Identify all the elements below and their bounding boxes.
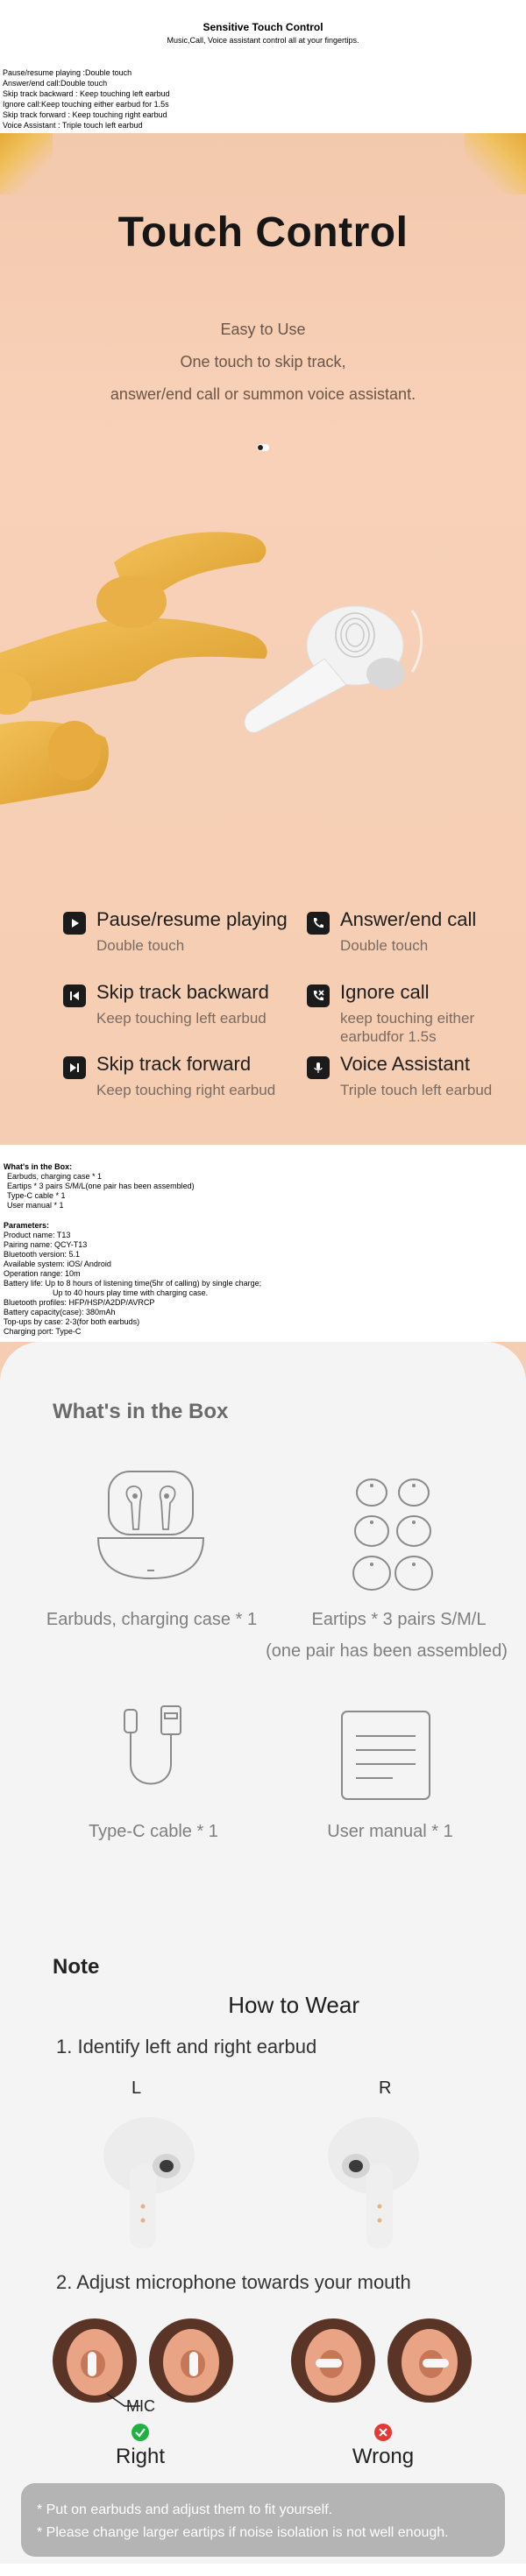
how-to-wear-panel: [0, 2068, 526, 2564]
eartips-label-note: (one pair has been assembled): [266, 1641, 508, 1661]
case-label: Earbuds, charging case * 1: [46, 1610, 258, 1629]
params-heading: Parameters:: [4, 1221, 50, 1230]
header: [0, 0, 526, 45]
phone-icon: [307, 912, 330, 935]
desc-line: One touch to skip track,: [180, 353, 346, 371]
desc-line: answer/end call or summon voice assistant.: [110, 385, 416, 403]
right-label: R: [379, 2078, 392, 2098]
param-line: Up to 40 hours play time with charging case.: [53, 1288, 209, 1297]
param-line: Product name: T13: [4, 1231, 71, 1239]
param-line: Top-ups by case: 2-3(for both earbuds): [4, 1317, 140, 1326]
step-1-label: 1. Identify left and right earbud: [56, 2036, 317, 2057]
list-item: Answer/end call:Double touch: [3, 79, 108, 88]
feature-sub: Keep touching left earbud: [96, 1010, 267, 1027]
feature-title: Voice Assistant: [340, 1053, 470, 1075]
skip-back-icon: [63, 985, 86, 1007]
feature-title: Pause/resume playing: [96, 908, 288, 930]
how-to-wear-title: How to Wear: [228, 1992, 359, 2018]
charging-case-illustration: [95, 1468, 207, 1582]
box-and-params-text: [0, 1145, 526, 1337]
feature-title: Skip track backward: [96, 981, 269, 1003]
wrong-result-label: Wrong: [352, 2445, 415, 2468]
controls-list: [0, 45, 526, 131]
cross-icon: [374, 2424, 392, 2441]
check-icon: [132, 2424, 149, 2441]
decor-corner-left: [0, 133, 53, 194]
param-line: Bluetooth profiles: HFP/HSP/A2DP/AVRCP: [4, 1298, 155, 1307]
touch-control-panel: [0, 133, 526, 1145]
eartips-illustration: [351, 1477, 435, 1592]
feature-sub: Keep touching right earbud: [96, 1082, 276, 1098]
list-item: Voice Assistant : Triple touch left earbud: [3, 121, 143, 130]
ear-wrong-wear-2: [386, 2317, 473, 2404]
feature-sub: Triple touch left earbud: [340, 1082, 493, 1098]
skip-forward-icon: [63, 1056, 86, 1079]
right-earbud-illustration: [321, 2112, 426, 2252]
box-title: What's in the Box: [53, 1400, 229, 1423]
manual-label: User manual * 1: [327, 1822, 453, 1841]
param-line: Operation range: 10m: [4, 1269, 81, 1278]
feature-title: Answer/end call: [340, 908, 477, 930]
feature-title: Skip track forward: [96, 1053, 252, 1075]
tip-line: * Please change larger eartips if noise isolation is not well enough.: [37, 2525, 449, 2540]
left-label: L: [132, 2078, 142, 2098]
slide-toggle[interactable]: [257, 444, 269, 451]
feature-sub: Double touch: [96, 937, 185, 954]
param-line: Battery capacity(case): 380mAh: [4, 1308, 116, 1316]
mic-icon: [307, 1056, 330, 1079]
ear-right-wear-1: [51, 2317, 139, 2404]
touch-control-title: Touch Control: [117, 209, 409, 256]
type-c-cable-illustration: [119, 1703, 189, 1799]
left-earbud-illustration: [96, 2112, 202, 2252]
feature-sub: Double touch: [340, 937, 429, 954]
param-line: Pairing name: QCY-T13: [4, 1240, 88, 1249]
feature-title: Ignore call: [340, 981, 430, 1003]
box-contents-panel: [0, 1342, 526, 2069]
list-item: Pause/resume playing :Double touch: [3, 68, 132, 77]
list-item: Skip track backward : Keep touching left earbud: [3, 89, 170, 98]
list-item: User manual * 1: [7, 1201, 64, 1210]
eartips-label: Eartips * 3 pairs S/M/L: [311, 1610, 487, 1629]
box-heading: What's in the Box:: [4, 1162, 73, 1171]
earbud-illustration: [224, 575, 425, 759]
tip-line: * Put on earbuds and adjust them to fit yourself.: [37, 2502, 333, 2517]
ear-wrong-wear-1: [289, 2317, 377, 2404]
param-line: Available system: iOS/ Android: [4, 1260, 111, 1268]
cable-label: Type-C cable * 1: [89, 1822, 218, 1841]
list-item: Type-C cable * 1: [7, 1191, 66, 1200]
feature-sub: keep touching either earbudfor 1.5s: [340, 1010, 475, 1045]
ignore-call-icon: [307, 985, 330, 1007]
decor-corner-right: [465, 133, 526, 194]
desc-line: Easy to Use: [220, 321, 306, 338]
list-item: Eartips * 3 pairs S/M/L(one pair has been assembled): [7, 1182, 195, 1190]
ear-right-wear-2: [147, 2317, 235, 2404]
param-line: Battery life: Up to 8 hours of listening time(5hr of calling) by single charge;: [4, 1279, 262, 1288]
step-2-label: 2. Adjust microphone towards your mouth: [56, 2271, 411, 2293]
touch-control-desc: [0, 314, 526, 411]
play-icon: [63, 912, 86, 935]
page-subtitle: Music,Call, Voice assistant control all at your fingertips.: [167, 36, 359, 45]
toggle-knob: [258, 445, 263, 450]
right-result-label: Right: [115, 2445, 166, 2468]
param-line: Bluetooth version: 5.1: [4, 1250, 81, 1259]
user-manual-illustration: [340, 1710, 431, 1801]
list-item: Earbuds, charging case * 1: [7, 1172, 103, 1181]
wear-tips-box: [21, 2483, 505, 2557]
page-title: Sensitive Touch Control: [203, 21, 323, 33]
mic-label: MIC: [126, 2397, 155, 2415]
param-line: Charging port: Type-C: [4, 1327, 82, 1336]
note-heading: Note: [53, 1955, 100, 1979]
list-item: Ignore call:Keep touching either earbud for 1.5s: [3, 100, 169, 109]
list-item: Skip track forward : Keep touching right earbud: [3, 110, 167, 119]
